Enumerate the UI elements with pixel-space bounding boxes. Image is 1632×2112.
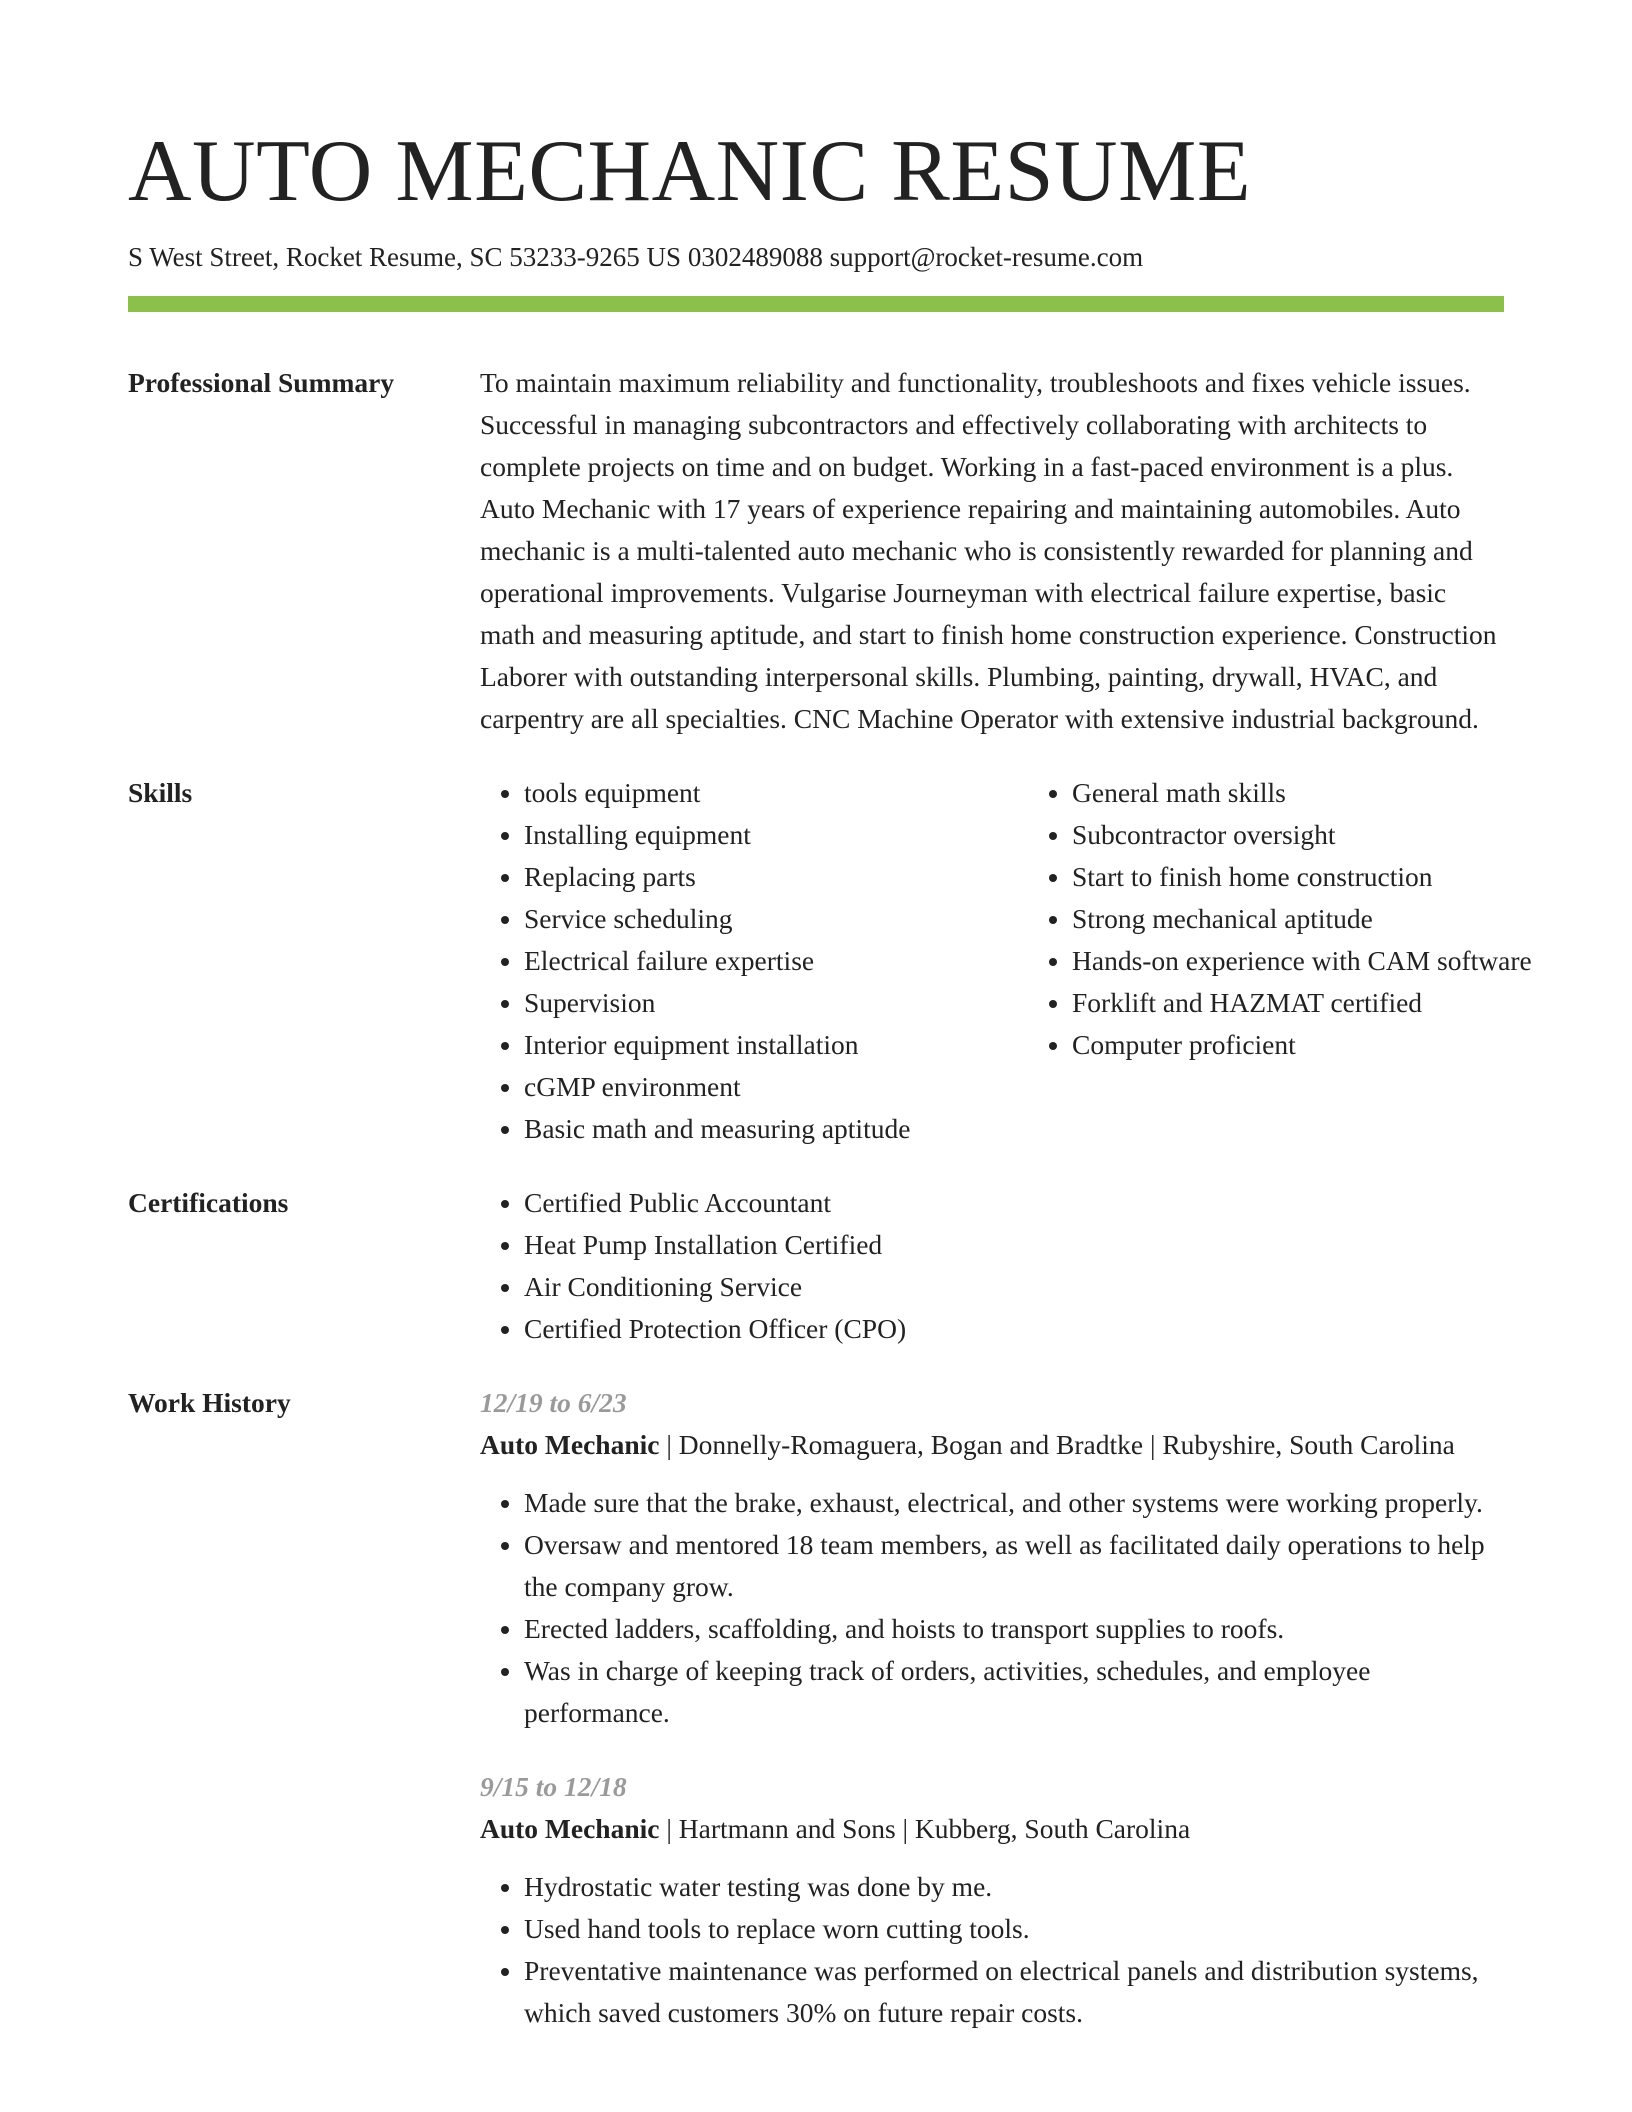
skill-item: • Replacing parts [524,856,984,898]
job-employer-location: | Hartmann and Sons | Kubberg, South Carolina [659,1813,1191,1844]
skill-item: • Subcontractor oversight [1072,814,1532,856]
skill-item: • Interior equipment installation [524,1024,984,1066]
certifications-section [128,1182,1504,1350]
skill-item: • General math skills [1072,772,1532,814]
job-title-line [480,1808,1504,1850]
resume-page [128,0,1532,2034]
contact-line: S West Street, Rocket Resume, SC 53233-9265 US 0302489088 support@rocket-resume.com [128,242,1144,272]
job-duties-list [480,1866,1504,2034]
skill-item: • Supervision [524,982,984,1024]
job-title: Auto Mechanic [480,1813,660,1844]
certification-item: • Air Conditioning Service [524,1266,1504,1308]
skill-item: • Forklift and HAZMAT certified [1072,982,1532,1024]
certifications-list [480,1182,1504,1350]
section-label-summary: Professional Summary [128,367,395,398]
section-label-work-history: Work History [128,1387,291,1418]
job-entry [480,1766,1504,2034]
job-duty: • Preventative maintenance was performed on electrical panels and distribution systems, which saved customers 30% on future repair costs. [524,1950,1504,2034]
section-label-skills: Skills [128,777,193,808]
skill-item: • cGMP environment [524,1066,984,1108]
accent-divider [128,296,1504,312]
certification-item: • Certified Public Accountant [524,1182,1504,1224]
skill-item: • Installing equipment [524,814,984,856]
skills-list-right [1028,772,1532,1150]
job-duty: • Hydrostatic water testing was done by me. [524,1866,1504,1908]
skill-item: • Service scheduling [524,898,984,940]
skills-columns [480,772,1532,1150]
job-duty: • Made sure that the brake, exhaust, electrical, and other systems were working properly. [524,1482,1504,1524]
job-duty: • Erected ladders, scaffolding, and hoists to transport supplies to roofs. [524,1608,1504,1650]
job-duties-list [480,1482,1504,1734]
job-duty: • Was in charge of keeping track of orders, activities, schedules, and employee performance. [524,1650,1504,1734]
skill-item: • Strong mechanical aptitude [1072,898,1532,940]
job-duty: • Used hand tools to replace worn cutting tools. [524,1908,1504,1950]
skill-item: • Start to finish home construction [1072,856,1532,898]
section-label-certifications: Certifications [128,1187,289,1218]
skill-item: • tools equipment [524,772,984,814]
job-dates: 9/15 to 12/18 [480,1771,627,1802]
skill-item: • Computer proficient [1072,1024,1532,1066]
certification-item: • Heat Pump Installation Certified [524,1224,1504,1266]
summary-section [128,362,1504,740]
skill-item: • Basic math and measuring aptitude [524,1108,984,1150]
summary-text: To maintain maximum reliability and functionality, troubleshoots and fixes vehicle issues. Successful in managing subcontractors and effectively collaborating with architects to complete projects on time and on budget. Working in a fast-paced environment is a plus. Auto Mechanic with 17 years of experience repairing and maintaining automobiles. Auto mechanic is a multi-talented auto mechanic who is consistently rewarded for planning and operational improvements. Vulgarise Journeyman with electrical failure expertise, basic math and measuring aptitude, and start to finish home construction experience. Construction Laborer with outstanding interpersonal skills. Plumbing, painting, drywall, HVAC, and carpentry are all specialties. CNC Machine Operator with extensive industrial background. [480,367,1497,734]
certifications-body [480,1182,1504,1350]
job-dates: 12/19 to 6/23 [480,1387,627,1418]
work-history-section [128,1382,1504,2034]
job-duty: • Oversaw and mentored 18 team members, as well as facilitated daily operations to help the company grow. [524,1524,1504,1608]
job-employer-location: | Donnelly-Romaguera, Bogan and Bradtke | Rubyshire, South Carolina [659,1429,1455,1460]
job-title-line [480,1424,1504,1466]
certification-item: • Certified Protection Officer (CPO) [524,1308,1504,1350]
job-title: Auto Mechanic [480,1429,660,1460]
skill-item: • Hands-on experience with CAM software [1072,940,1532,982]
resume-title: AUTO MECHANIC RESUME [128,123,1252,220]
job-entry [480,1382,1504,1734]
skills-list-left [480,772,984,1150]
skills-section [128,772,1532,1150]
work-history-body [480,1382,1504,2034]
skill-item: • Electrical failure expertise [524,940,984,982]
